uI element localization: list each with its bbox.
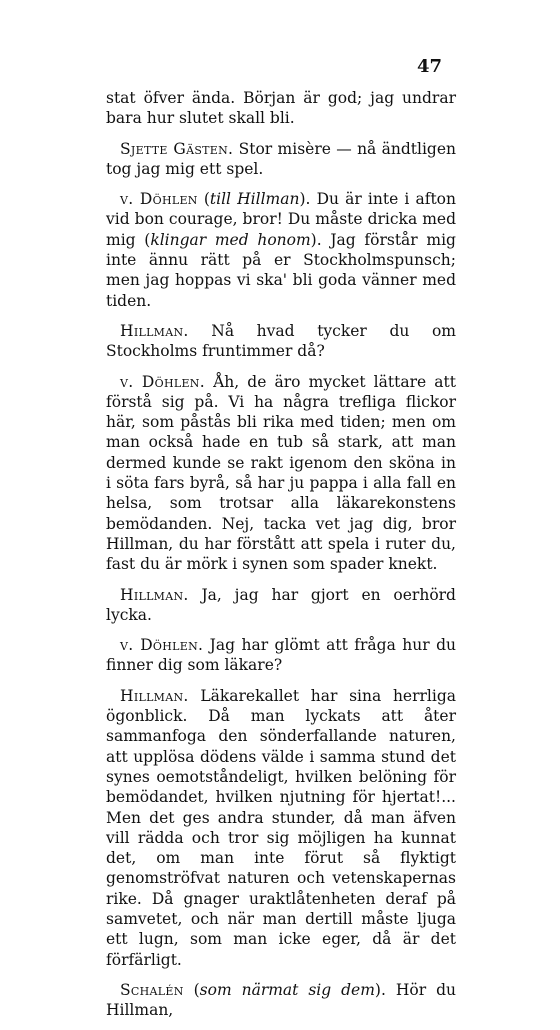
- dialogue-text: Läkarekallet har sina herrliga ögonblick. Då man lyckats att åter sammanfoga den sönderfallande naturen, att upplösa dödens välde i samma stund det synes oemotståndeligt, hvilken belöning för bemödandet, hvilken njutning för hjertat!... Men det ges andra stunder, då man äfven vill rädda och tror sig möjligen ha kunnat det, om man inte förut så flyktigt genomströfvat naturen och vetenskapernas rike. Då gnager uraktlåtenheten deraf på samvetet, och när man dertill måste ljuga ett lugn, som man icke eger, då är det förfärligt.: [106, 686, 456, 969]
- speaker-name: v. Döhlen.: [120, 372, 205, 391]
- speaker-name: Schalén: [120, 980, 184, 999]
- stage-direction-inline: klingar med honom: [150, 230, 311, 249]
- speaker-name: v. Döhlen.: [120, 636, 204, 655]
- dialogue-text-continued: ). Jag förstår mig inte ännu rätt på er Stockholmspunsch; men jag hoppas vi ska' bli goda vänner med tiden.: [106, 230, 456, 310]
- dialogue-paragraph: [106, 321, 456, 362]
- dialogue-text: Åh, de äro mycket lättare att förstå sig på. Vi ha några trefliga flickor här, som påstås bli rika med tiden; men om man också hade en tub så stark, att man dermed kunde se rakt igenom den sköna in i söta fars byrå, så har ju pappa i alla fall en helsa, som trotsar alla läkarekonstens bemödanden. Nej, tacka vet jag dig, bror Hillman, du har förstått att spela i ruter du, fast du är mörk i synen som spader knekt.: [106, 372, 456, 574]
- stage-open-paren: (: [193, 980, 200, 999]
- dialogue-paragraph: [106, 585, 456, 626]
- speaker-name: Sjette Gästen.: [120, 139, 234, 158]
- stage-close-paren: ).: [299, 190, 311, 209]
- dialogue-text: Hör du Hillman,: [106, 980, 456, 1020]
- speaker-name: v. Döhlen: [120, 190, 198, 209]
- dialogue-paragraph: [106, 686, 456, 970]
- page-body: [106, 88, 456, 1030]
- stage-close-paren: ).: [374, 980, 386, 999]
- dialogue-text: Nå hvad tycker du om Stockholms fruntimmer då?: [106, 321, 456, 361]
- paragraph-text: stat öfver ända. Början är god; jag undrar bara hur slutet skall bli.: [106, 89, 456, 128]
- dialogue-paragraph: [106, 139, 456, 180]
- speaker-name: Hillman.: [120, 585, 189, 604]
- stage-direction: som närmat sig dem: [199, 980, 375, 999]
- dialogue-text: Du är inte i afton vid bon courage, bror! Du måste dricka med mig (: [106, 190, 456, 249]
- dialogue-paragraph: [106, 635, 456, 676]
- paragraph-continuation: [106, 88, 456, 129]
- dialogue-paragraph: [106, 189, 456, 311]
- dialogue-paragraph: [106, 372, 456, 575]
- stage-direction: till Hillman: [209, 190, 300, 209]
- speaker-name: Hillman.: [120, 686, 189, 705]
- page-number: 47: [416, 56, 442, 77]
- dialogue-text: Jag har glömt att fråga hur du finner dig som läkare?: [106, 636, 456, 675]
- speaker-name: Hillman.: [120, 321, 189, 340]
- dialogue-text: Ja, jag har gjort en oerhörd lycka.: [106, 585, 456, 624]
- dialogue-text: Stor misère — nå ändtligen tog jag mig ett spel.: [106, 139, 456, 178]
- stage-open-paren: (: [203, 190, 210, 209]
- dialogue-paragraph: [106, 980, 456, 1021]
